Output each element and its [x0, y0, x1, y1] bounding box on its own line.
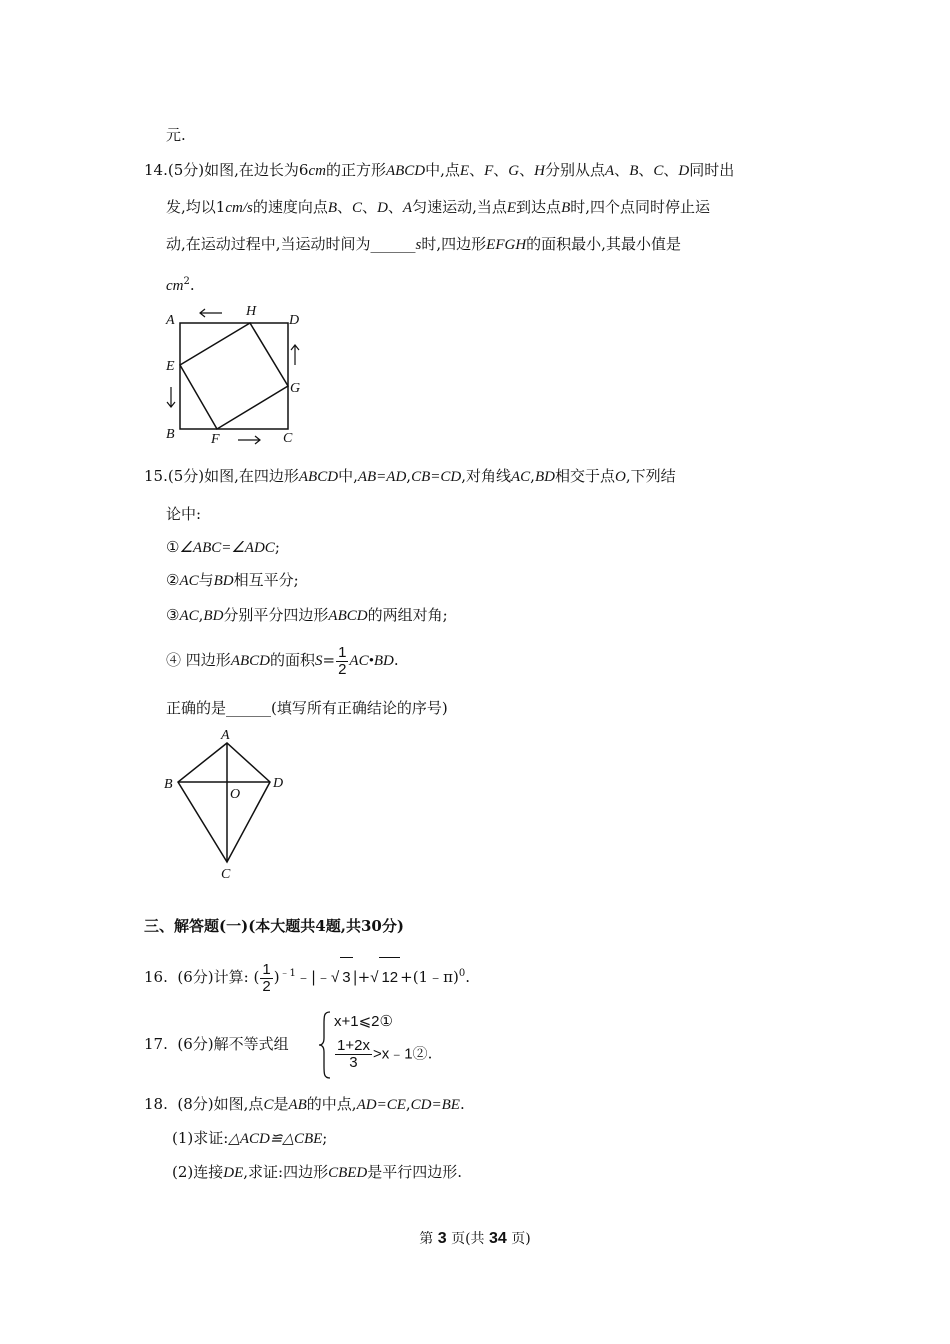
label-b: B	[166, 427, 175, 442]
q14-line1: 14.(5分)如图,在边长为6cm的正方形ABCD中,点E、F、G、H分别从点A、B、C、D同时出	[144, 161, 735, 179]
q14-number: 14.	[144, 161, 168, 179]
q14-line4: $cm^2$.	[166, 276, 195, 294]
label-o: O	[230, 787, 241, 802]
arrow-up-icon	[291, 345, 299, 365]
q15-conclusion-2: ②AC与BD相互平分;	[166, 571, 299, 589]
quad-efgh	[180, 323, 288, 429]
label-a: A	[166, 313, 175, 328]
label-c: C	[221, 867, 231, 882]
fraction-one-half: $\frac{1}{2}$	[262, 960, 271, 995]
q15-answer-line: 正确的是______(填写所有正确结论的序号)	[166, 699, 448, 717]
q15-conclusion-3: ③AC,BD分别平分四边形ABCD的两组对角;	[166, 606, 448, 624]
top-fragment: 元.	[166, 126, 186, 144]
q15-conclusion-4: ④ 四边形ABCD的面积S= $\frac{1}{2}$ AC•BD.	[166, 643, 399, 678]
page-footer: 第 3 页(共 34 页)	[419, 1230, 531, 1247]
label-c: C	[283, 431, 293, 446]
section-3-heading: 三、解答题(一)(本大题共4题,共30分)	[144, 917, 404, 935]
inequality-2: $\frac{1+2x}{3}$ >x﹣1②.	[337, 1037, 433, 1071]
label-e: E	[166, 359, 175, 374]
q14-score: (5分)	[167, 161, 205, 179]
label-d: D	[273, 776, 284, 791]
fraction-one-half: $\frac{1}{2}$	[338, 643, 347, 678]
q15-line2: 论中:	[166, 505, 202, 523]
sqrt-12: 12	[379, 957, 400, 998]
arrow-down-icon	[167, 387, 175, 407]
q18-stem: 18. (8分)如图,点C是AB的中点,AD=CE,CD=BE.	[144, 1095, 465, 1113]
q15-line1: 15.(5分)如图,在四边形ABCD中,AB=AD,CB=CD,对角线AC,BD相交于点O,下列结	[144, 467, 676, 485]
q14-answer-blank: ______	[370, 235, 416, 253]
arrow-left-icon	[200, 309, 222, 317]
q18-part-1: (1)求证:△ACD≌△CBE;	[172, 1129, 328, 1147]
q15-kite-figure	[158, 724, 298, 884]
label-g: G	[290, 381, 301, 396]
label-d: D	[289, 313, 300, 328]
inequality-1: x+1⩽2①	[334, 1013, 393, 1030]
kite-abcd	[178, 743, 270, 862]
sqrt-3: 3	[340, 957, 352, 998]
q18-part-2: (2)连接DE,求证:四边形CBED是平行四边形.	[172, 1163, 463, 1181]
q14-line2: 发,均以1cm/s的速度向点B、C、D、A匀速运动,当点E到达点B时,四个点同时停止运	[166, 198, 711, 216]
label-h: H	[246, 304, 257, 319]
q15-answer-blank: ______	[226, 699, 272, 717]
question-16: 16. (6分)计算: ( $\frac{1}{2}$ )$^{﹣1}$﹣|﹣√ 3 |+√ 12 +(1﹣π)$^0$.	[144, 954, 470, 998]
square-abcd	[180, 323, 288, 429]
label-b: B	[164, 777, 173, 792]
q14-square-figure	[160, 300, 310, 450]
q17-label: 17. (6分)解不等式组	[144, 1035, 289, 1053]
q15-conclusion-1: ①∠ABC=∠ADC;	[166, 538, 280, 556]
arrow-right-icon	[238, 436, 260, 444]
page-number: 3	[437, 1230, 447, 1247]
label-f: F	[211, 432, 220, 447]
q14-line3: 动,在运动过程中,当运动时间为______s时,四边形EFGH的面积最小,其最小值是	[166, 235, 681, 253]
label-a: A	[221, 728, 230, 743]
left-brace-icon	[318, 1010, 332, 1080]
total-pages: 34	[489, 1230, 507, 1247]
